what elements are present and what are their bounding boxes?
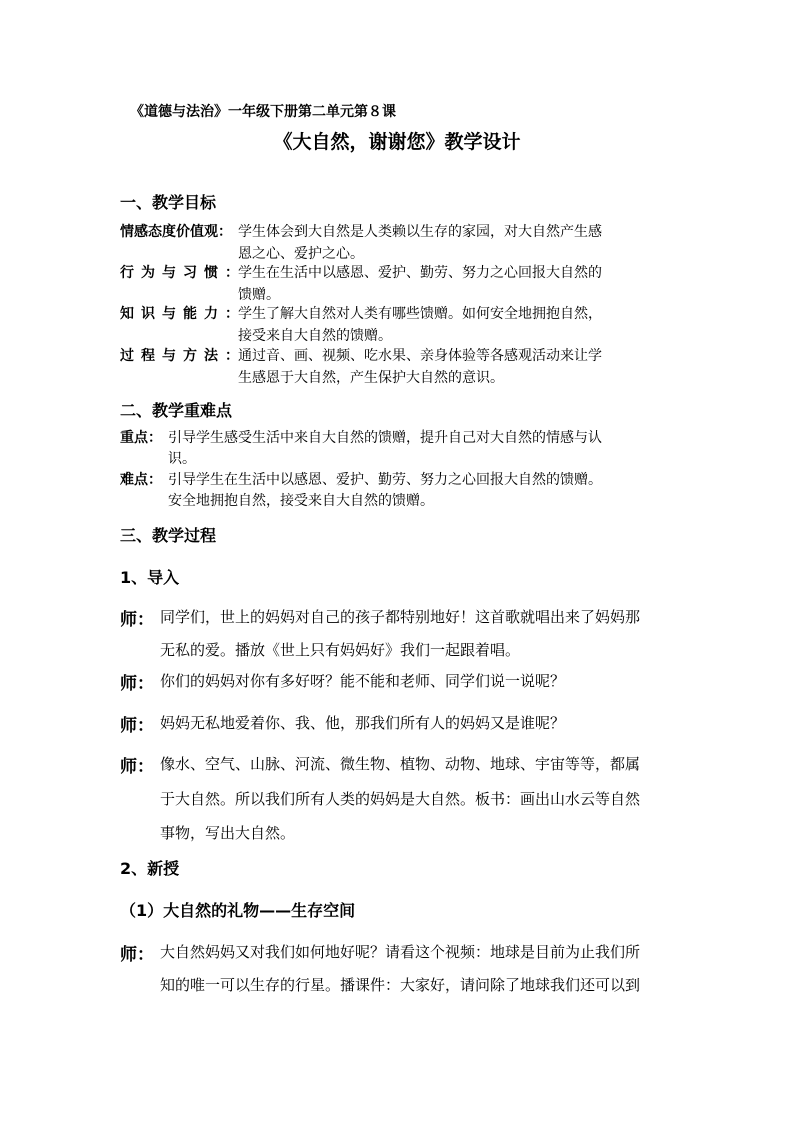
goal-text xyxy=(238,345,670,389)
goal-label: 知识与能力： xyxy=(120,306,246,322)
keypoint-text xyxy=(168,470,688,512)
section-heading-process: 三、教学过程 xyxy=(120,526,217,545)
goal-line: 接受来自大自然的馈赠。 xyxy=(238,328,392,344)
speaker-label: 师： xyxy=(120,757,154,777)
dialogue-line: 于大自然。所以我们所有人类的妈妈是大自然。板书：画出山水云等自然 xyxy=(160,790,641,808)
speaker-label: 师： xyxy=(120,716,154,736)
goal-text xyxy=(238,221,670,265)
dialogue-line: 像水、空气、山脉、河流、微生物、植物、动物、地球、宇宙等等，都属 xyxy=(160,755,641,773)
goal-label: 情感态度价值观： xyxy=(120,224,232,240)
keypoint-line: 识。 xyxy=(168,451,196,467)
subsection-heading-living-space: （1）大自然的礼物——生存空间 xyxy=(120,901,356,920)
goal-line: 生感恩于大自然，产生保护大自然的意识。 xyxy=(238,370,504,386)
goal-line: 恩之心、爱护之心。 xyxy=(238,246,364,262)
keypoint-line: 引导学生感受生活中来自大自然的馈赠，提升自己对大自然的情感与认 xyxy=(168,430,602,446)
subsection-heading-intro: 1、导入 xyxy=(120,568,180,587)
speaker-label: 师： xyxy=(120,674,154,694)
speaker-label: 师： xyxy=(120,610,154,630)
goal-line: 馈赠。 xyxy=(238,287,280,303)
keypoint-label: 难点： xyxy=(120,472,162,488)
goal-line: 学生体会到大自然是人类赖以生存的家园，对大自然产生感 xyxy=(238,224,602,240)
goal-text xyxy=(238,303,670,347)
keypoint-text xyxy=(168,428,688,470)
keypoint-line: 安全地拥抱自然，接受来自大自然的馈赠。 xyxy=(168,493,434,509)
goal-label: 行为与习惯： xyxy=(120,265,246,281)
page-title: 《大自然，谢谢您》教学设计 xyxy=(273,131,521,153)
dialogue-line: 妈妈无私地爱着你、我、他，那我们所有人的妈妈又是谁呢？ xyxy=(160,714,566,732)
goal-line: 通过音、画、视频、吃水果、亲身体验等各感观活动来让学 xyxy=(238,348,602,364)
section-heading-keypoints: 二、教学重难点 xyxy=(120,401,233,420)
course-subtitle: 《道德与法治》一年级下册第二单元第８课 xyxy=(130,104,396,120)
speaker-label: 师： xyxy=(120,945,154,965)
section-heading-goals: 一、教学目标 xyxy=(120,193,217,212)
goal-label: 过程与方法： xyxy=(120,348,246,364)
keypoint-label: 重点： xyxy=(120,430,162,446)
dialogue-line: 你们的妈妈对你有多好呀？能不能和老师、同学们说一说呢？ xyxy=(160,672,566,690)
subsection-heading-new-lesson: 2、新授 xyxy=(120,859,180,878)
dialogue-line: 无私的爱。播放《世上只有妈妈好》我们一起跟着唱。 xyxy=(160,641,521,659)
dialogue-line: 大自然妈妈又对我们如何地好呢？请看这个视频：地球是目前为止我们所 xyxy=(160,943,641,961)
goal-line: 学生了解大自然对人类有哪些馈赠。如何安全地拥抱自然， xyxy=(238,306,602,322)
goal-text xyxy=(238,262,670,306)
dialogue-line: 事物，写出大自然。 xyxy=(160,824,296,842)
dialogue-line: 同学们，世上的妈妈对自己的孩子都特别地好！这首歌就唱出来了妈妈那 xyxy=(160,608,641,626)
keypoint-line: 引导学生在生活中以感恩、爱护、勤劳、努力之心回报大自然的馈赠。 xyxy=(168,472,602,488)
goal-line: 学生在生活中以感恩、爱护、勤劳、努力之心回报大自然的 xyxy=(238,265,602,281)
dialogue-line: 知的唯一可以生存的行星。播课件：大家好，请问除了地球我们还可以到 xyxy=(160,976,641,994)
